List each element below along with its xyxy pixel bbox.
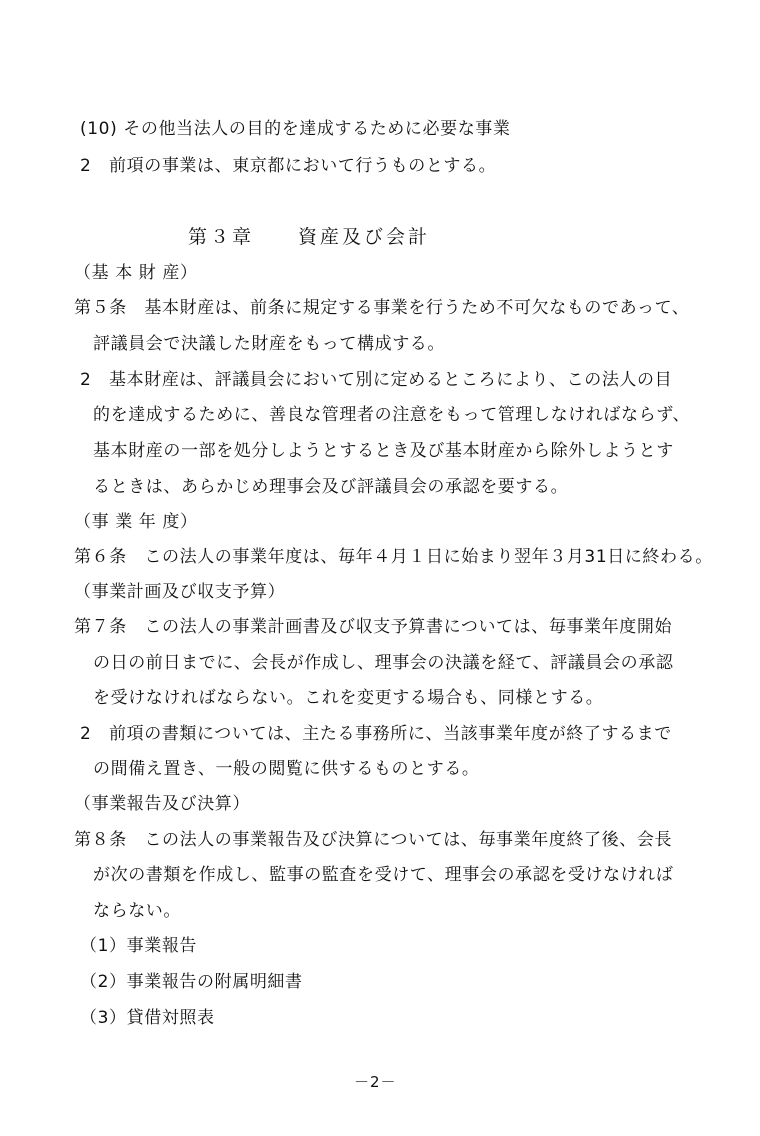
article-5-para2-line-3: 基本財産の一部を処分しようとするとき及び基本財産から除外しようとす [93,441,674,461]
article-5-para2-line-2: 的を達成するために、善良な管理者の注意をもって管理しなければならず、 [93,405,691,425]
article-6-caption: （事 業 年 度） [74,512,198,532]
article-7-para2-line-1: 2 前項の書類については、主たる事務所に、当該事業年度が終了するまで [80,724,672,744]
article-8-caption: （事業報告及び決算） [74,794,250,814]
article-8-line-2: が次の書類を作成し、監事の監査を受けて、理事会の承認を受けなければ [93,865,674,885]
article-8-item-1: （1）事業報告 [80,936,198,956]
article-8-item-3: （3）貸借対照表 [80,1008,215,1028]
item-10: (10) その他当法人の目的を達成するために必要な事業 [80,119,511,139]
article-7-para2-line-2: の間備え置き、一般の閲覧に供するものとする。 [93,759,480,779]
article-5-line-2: 評議員会で決議した財産をもって構成する。 [93,334,445,354]
chapter-heading: 第３章 資産及び会計 [188,226,431,248]
article-7-line-1: 第７条 この法人の事業計画書及び収支予算書については、毎事業年度開始 [74,617,673,637]
article-5-caption: （基 本 財 産） [74,263,198,283]
article-7-line-3: を受けなければならない。これを変更する場合も、同様とする。 [93,688,604,708]
article-5-para2-line-4: るときは、あらかじめ理事会及び評議員会の承認を要する。 [93,477,569,497]
article-8-line-3: ならない。 [93,901,181,921]
article-7-caption: （事業計画及び収支予算） [74,582,286,602]
article-8-item-2: （2）事業報告の附属明細書 [80,972,303,992]
article-7-line-2: の日の前日までに、会長が作成し、理事会の決議を経て、評議員会の承認 [93,653,674,673]
article-5-para2-line-1: 2 基本財産は、評議員会において別に定めるところにより、この法人の目 [80,370,673,390]
article-5-line-1: 第５条 基本財産は、前条に規定する事業を行うため不可欠なものであって、 [74,298,690,318]
article-6-line-1: 第６条 この法人の事業年度は、毎年４月１日に始まり翌年３月31日に終わる。 [74,547,713,567]
page-number: －2－ [354,1073,397,1091]
article-8-line-1: 第８条 この法人の事業報告及び決算については、毎事業年度終了後、会長 [74,830,673,850]
paragraph-2: 2 前項の事業は、東京都において行うものとする。 [80,156,497,176]
